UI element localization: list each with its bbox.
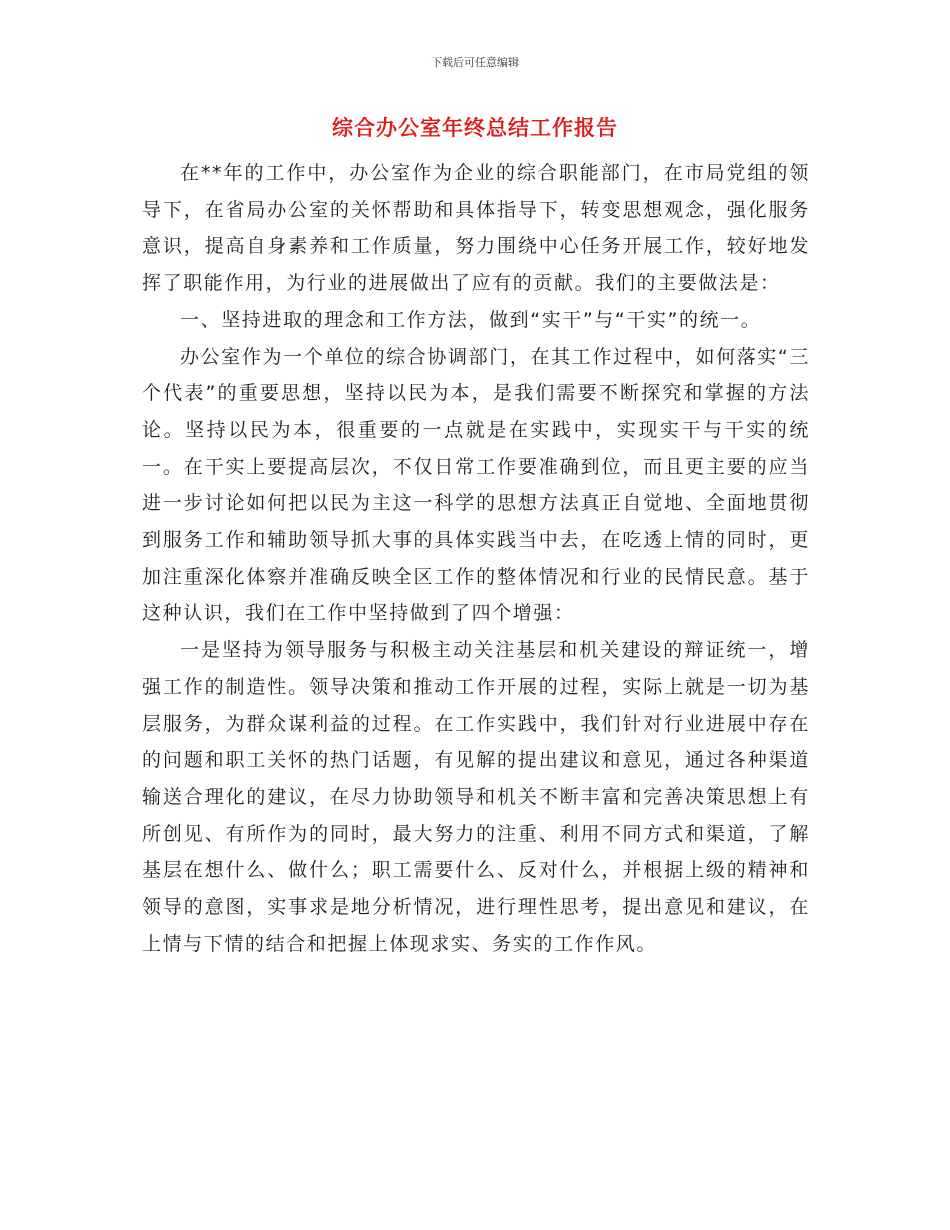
document-body [142,155,810,962]
paragraph-point-one: 一是坚持为领导服务与积极主动关注基层和机关建设的辩证统一，增强工作的制造性。领导决策和推动工作开展的过程，实际上就是一切为基层服务，为群众谋利益的过程。在工作实践中，我们针对行业进展中存在的问题和职工关怀的热门话题，有见解的提出建议和意见，通过各种渠道输送合理化的建议，在尽力协助领导和机关不断丰富和完善决策思想上有所创见、有所作为的同时，最大努力的注重、利用不同方式和渠道，了解基层在想什么、做什么；职工需要什么、反对什么，并根据上级的精神和领导的意图，实事求是地分析情况，进行理性思考，提出意见和建议，在上情与下情的结合和把握上体现求实、务实的工作作风。 [142,639,810,955]
document-title: 综合办公室年终总结工作报告 [332,116,618,140]
paragraph-methodology: 办公室作为一个单位的综合协调部门，在其工作过程中，如何落实“三个代表”的重要思想，坚持以民为本，是我们需要不断探究和掌握的方法论。坚持以民为本，很重要的一点就是在实践中，实现实干与干实的统一。在干实上要提高层次，不仅日常工作要准确到位，而且更主要的应当进一步讨论如何把以民为主这一科学的思想方法真正自觉地、全面地贯彻到服务工作和辅助领导抓大事的具体实践当中去，在吃透上情的同时，更加注重深化体察并准确反映全区工作的整体情况和行业的民情民意。基于这种认识，我们在工作中坚持做到了四个增强： [142,345,810,625]
paragraph-intro: 在**年的工作中，办公室作为企业的综合职能部门，在市局党组的领导下，在省局办公室的关怀帮助和具体指导下，转变思想观念，强化服务意识，提高自身素养和工作质量，努力围绕中心任务开展工作，较好地发挥了职能作用，为行业的进展做出了应有的贡献。我们的主要做法是： [142,162,810,295]
header-note: 下载后可任意编辑 [431,56,519,69]
paragraph-section-heading: 一、坚持进取的理念和工作方法，做到“实干”与“干实”的统一。 [180,308,762,331]
